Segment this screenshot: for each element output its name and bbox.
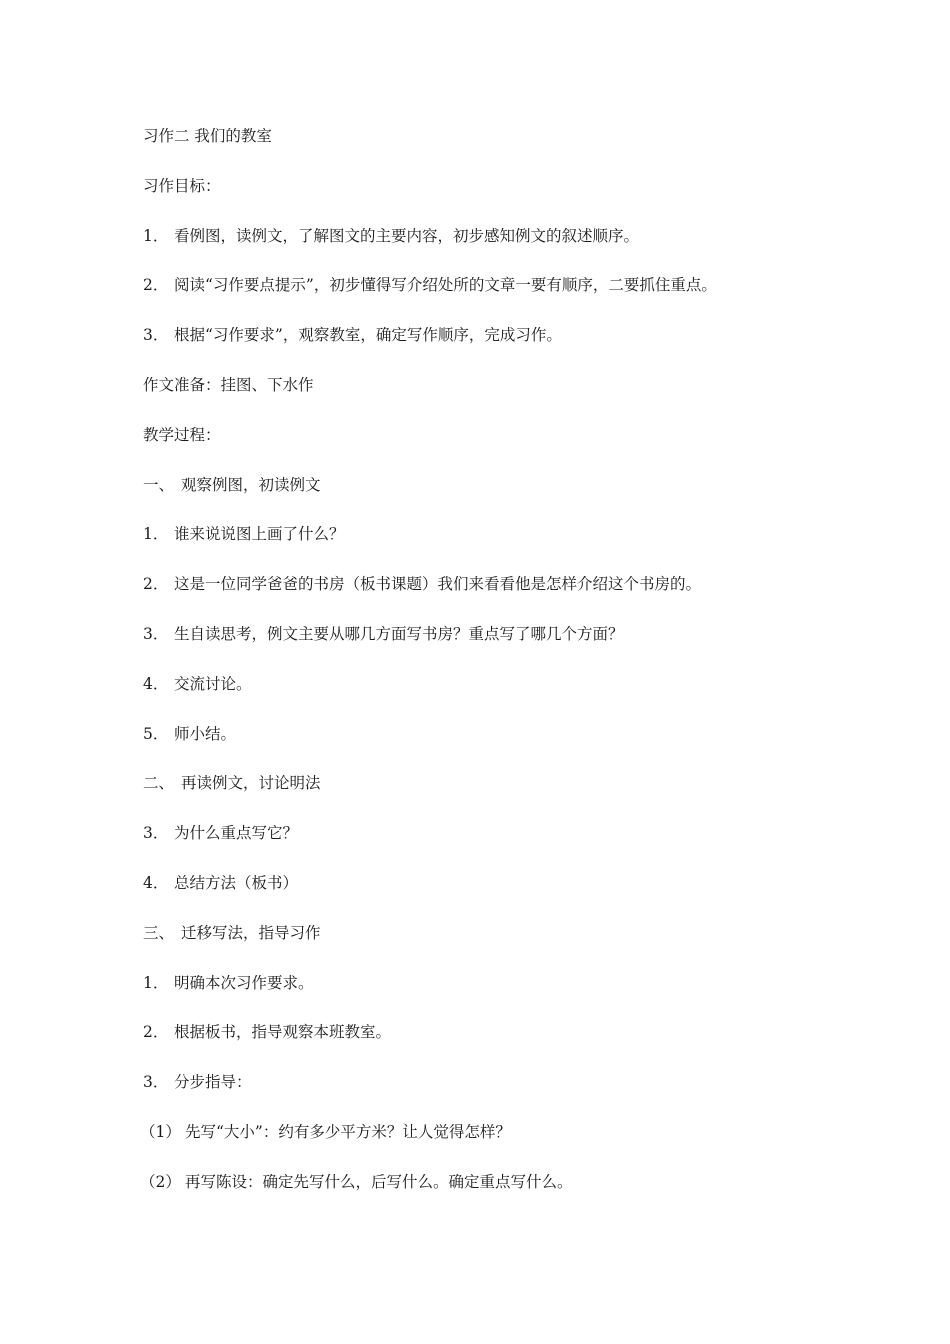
section-heading [143, 921, 823, 945]
goal-item [143, 323, 823, 347]
item-text: 分步指导： [174, 1073, 252, 1092]
item-text: 生自读思考，例文主要从哪几方面写书房？重点写了哪几个方面？ [174, 624, 624, 643]
item-number: 1． [143, 973, 169, 992]
list-item [143, 622, 823, 646]
goals-heading: 习作目标： [143, 176, 221, 195]
goal-item [143, 273, 823, 297]
prep-line: 作文准备：挂图、下水作 [143, 375, 314, 394]
goal-text: 看例图，读例文，了解图文的主要内容，初步感知例文的叙述顺序。 [174, 226, 640, 245]
item-text: 谁来说说图上画了什么？ [174, 525, 345, 544]
goal-number: 2． [143, 276, 169, 295]
goal-text: 根据“习作要求”，观察教室，确定写作顺序，完成习作。 [174, 326, 562, 345]
sub-list-item [140, 1120, 823, 1144]
item-number: 2． [143, 1023, 169, 1042]
item-text: 这是一位同学爸爸的书房（板书课题）我们来看看他是怎样介绍这个书房的。 [174, 575, 702, 594]
goal-number: 1． [143, 226, 169, 245]
item-number: 1． [143, 525, 169, 544]
list-item [143, 572, 823, 596]
item-number: 5． [143, 724, 169, 743]
section-number: 三、 [143, 923, 175, 942]
item-number: 2． [143, 575, 169, 594]
item-number: 3． [143, 824, 169, 843]
list-item [143, 722, 823, 746]
goal-item [143, 224, 823, 248]
item-number: 3． [143, 1073, 169, 1092]
section-title: 迁移写法，指导习作 [181, 923, 321, 942]
document-title: 习作二 我们的教室 [143, 127, 272, 145]
list-item [143, 522, 823, 546]
sub-item-number: （2） [140, 1172, 181, 1191]
list-item [143, 1020, 823, 1044]
item-number: 4． [143, 873, 169, 892]
sub-item-text: 再写陈设：确定先写什么，后写什么。确定重点写什么。 [185, 1172, 573, 1191]
goal-text: 阅读“习作要点提示”，初步懂得写介绍处所的文章一要有顺序，二要抓住重点。 [174, 276, 717, 295]
item-text: 交流讨论。 [174, 674, 252, 693]
document-body [140, 124, 823, 1220]
item-text: 师小结。 [174, 724, 237, 743]
section-number: 二、 [143, 774, 175, 793]
list-item [143, 1070, 823, 1094]
item-text: 总结方法（板书） [174, 873, 299, 892]
item-text: 根据板书，指导观察本班教室。 [174, 1023, 392, 1042]
item-text: 明确本次习作要求。 [174, 973, 314, 992]
list-item [143, 871, 823, 895]
item-text: 为什么重点写它？ [174, 824, 299, 843]
section-title: 再读例文，讨论明法 [181, 774, 321, 793]
section-title: 观察例图，初读例文 [181, 475, 321, 494]
item-number: 3． [143, 624, 169, 643]
section-number: 一、 [143, 475, 175, 494]
section-heading [143, 771, 823, 795]
sub-list-item [140, 1170, 823, 1194]
list-item [143, 672, 823, 696]
section-heading [143, 473, 823, 497]
list-item [143, 821, 823, 845]
goal-number: 3． [143, 326, 169, 345]
process-heading: 教学过程： [143, 425, 221, 444]
item-number: 4． [143, 674, 169, 693]
list-item [143, 971, 823, 995]
sub-item-text: 先写“大小”：约有多少平方米？让人觉得怎样？ [185, 1122, 511, 1141]
sub-item-number: （1） [140, 1122, 181, 1141]
